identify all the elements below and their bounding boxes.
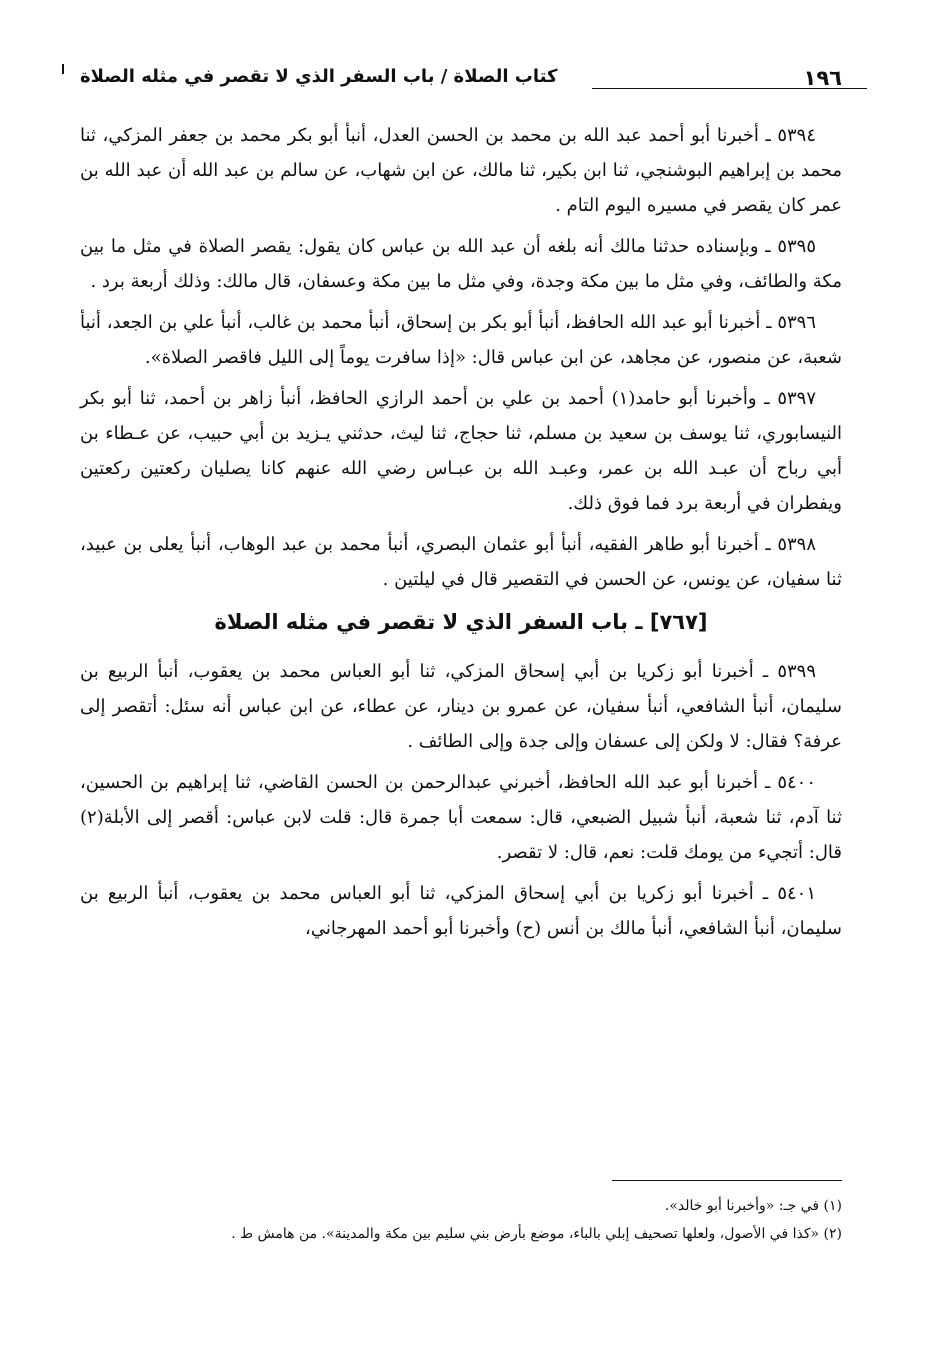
footnotes — [80, 1192, 842, 1248]
header-rule — [592, 88, 867, 89]
hadith-5398: ٥٣٩٨ ـ أخبرنا أبو طاهر الفقيه، أنبأ أبو عثمان البصري، أنبأ محمد بن عبد الوهاب، أنبأ يعلى بن عبيد، ثنا سفيان، عن يونس، عن الحسن في التقصير قال في ليلتين . — [80, 534, 842, 590]
hadith-5394: ٥٣٩٤ ـ أخبرنا أبو أحمد عبد الله بن محمد بن الحسن العدل، أنبأ أبو بكر محمد بن جعفر المزكي، ثنا محمد بن إبراهيم البوشنجي، ثنا ابن بكير، ثنا مالك، عن ابن شهاب، عن سالم بن عبد الله أن عبد الله بن عمر كان يقصر في مسيره اليوم التام . — [80, 125, 842, 216]
hadith-5396: ٥٣٩٦ ـ أخبرنا أبو عبد الله الحافظ، أنبأ أبو بكر بن إسحاق، أنبأ محمد بن غالب، أنبأ علي بن الجعد، أنبأ شعبة، عن منصور، عن مجاهد، عن ابن عباس قال: «إذا سافرت يوماً إلى الليل فاقصر الصلاة». — [80, 312, 842, 368]
running-title: كتاب الصلاة / باب السفر الذي لا تقصر في مثله الصلاة — [80, 66, 558, 87]
hadith-5401: ٥٤٠١ ـ أخبرنا أبو زكريا بن أبي إسحاق المزكي، ثنا أبو العباس محمد بن يعقوب، أنبأ الربيع بن سليمان، أنبأ الشافعي، أنبأ مالك بن أنس (ح) وأخبرنا أبو أحمد المهرجاني، — [80, 883, 842, 939]
hadith-5395: ٥٣٩٥ ـ وبإسناده حدثنا مالك أنه بلغه أن عبد الله بن عباس كان يقول: يقصر الصلاة في مثل ما بين مكة والطائف، وفي مثل ما بين مكة وجدة، وفي مثل ما بين مكة وعسفان، قال مالك: وذلك أربعة برد . — [80, 236, 842, 292]
margin-mark — [62, 64, 64, 74]
page-header — [80, 66, 842, 102]
hadith-5400: ٥٤٠٠ ـ أخبرنا أبو عبد الله الحافظ، أخبرني عبدالرحمن بن الحسن القاضي، ثنا إبراهيم بن الحسين، ثنا آدم، ثنا شعبة، أنبأ شبيل الضبعي، قال: سمعت أبا جمرة قال: قلت لابن عباس: أقصر إلى الأبلة(٢) قال: أتجيء من يومك قلت: نعم، قال: لا تقصر. — [80, 772, 842, 863]
hadith-5399: ٥٣٩٩ ـ أخبرنا أبو زكريا بن أبي إسحاق المزكي، ثنا أبو العباس محمد بن يعقوب، أنبأ الربيع بن سليمان، أنبأ الشافعي، أنبأ سفيان، عن عمرو بن دينار، عن عطاء، عن ابن عباس أنه سئل: أتقصر إلى عرفة؟ فقال: لا ولكن إلى عسفان وإلى جدة وإلى الطائف . — [80, 661, 842, 752]
page-number: ١٩٦ — [803, 66, 842, 90]
footnote-1: (١) في جـ: «وأخبرنا أبو خالد». — [664, 1198, 842, 1214]
chapter-heading: [٧٦٧] ـ باب السفر الذي لا تقصر في مثله الصلاة — [214, 610, 708, 634]
footnote-rule — [612, 1180, 842, 1181]
footnote-2: (٢) «كذا في الأصول، ولعلها تصحيف إبلي بالباء، موضع بأرض بني سليم بين مكة والمدينة». من هامش ط . — [231, 1226, 842, 1242]
page-body — [80, 118, 842, 952]
hadith-5397: ٥٣٩٧ ـ وأخبرنا أبو حامد(١) أحمد بن علي بن أحمد الرازي الحافظ، أنبأ زاهر بن أحمد، ثنا أبو بكر النيسابوري، ثنا يوسف بن سعيد بن مسلم، ثنا حجاج، ثنا ليث، حدثني يـزيد بن أبي حبيب، عن عـطاء بن أبي رباح أن عبـد الله بن عمر، وعبـد الله بن عبـاس رضي الله عنهم كانا يصليان ركعتين ركعتين ويفطران في أربعة برد فما فوق ذلك. — [80, 388, 842, 514]
